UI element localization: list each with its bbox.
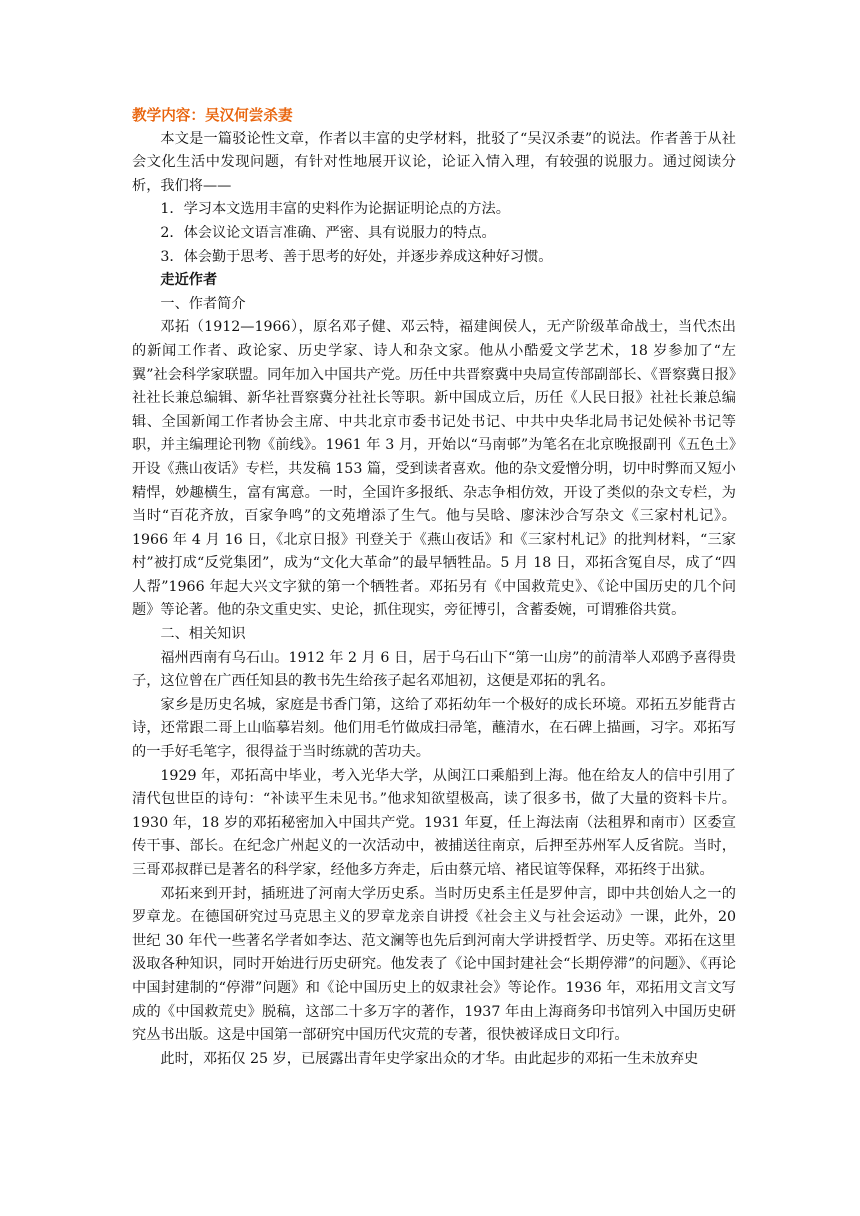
document-page xyxy=(132,104,736,1071)
knowledge-paragraph: 1929 年，邓拓高中毕业，考入光华大学，从闽江口乘船到上海。他在给友人的信中引用了清代包世臣的诗句：“补读平生未见书。”他求知欲望极高，读了很多书，做了大量的资料卡片。1930 年，18 岁的邓拓秘密加入中国共产党。1931 年夏，任上海法南（法租界和南市）区委宣传干事、部长。在纪念广州起义的一次活动中，被捕送往南京，后押至苏州军人反省院。当时，三哥邓叔群已是著名的科学家，经他多方奔走，后由蔡元培、褚民谊等保释，邓拓终于出狱。 xyxy=(132,767,736,878)
objective-item: 2．体会议论文语言准确、严密、具有说服力的特点。 xyxy=(160,224,496,241)
knowledge-paragraph: 此时，邓拓仅 25 岁，已展露出青年史学家出众的才华。由此起步的邓拓一生未放弃史 xyxy=(160,1050,699,1067)
intro-paragraph: 本文是一篇驳论性文章，作者以丰富的史学材料，批驳了“吴汉杀妻”的说法。作者善于从社会文化生活中发现问题，有针对性地展开议论，论证入情入理，有较强的说服力。通过阅读分析，我们将—— xyxy=(132,130,736,194)
objective-item: 1．学习本文选用丰富的史料作为论据证明论点的方法。 xyxy=(160,201,510,218)
subheading-related-knowledge: 二、相关知识 xyxy=(160,626,246,643)
knowledge-paragraph: 邓拓来到开封，插班进了河南大学历史系。当时历史系主任是罗仲言，即中共创始人之一的罗章龙。在德国研究过马克思主义的罗章龙亲自讲授《社会主义与社会运动》一课，此外，20 世纪 30 年代一些著名学者如李达、范文澜等也先后到河南大学讲授哲学、历史等。邓拓在这里汲取各种知识，同时开始进行历史研究。他发表了《论中国封建社会“长期停滞”的问题》、《再论中国封建制的“停滞”问题》和《论中国历史上的奴隶社会》等论作。1936 年，邓拓用文言文写成的《中国救荒史》脱稿，这部二十多万字的著作，1937 年由上海商务印书馆列入中国历史研究丛书出版。这是中国第一部研究中国历代灾荒的专著，很快被译成日文印行。 xyxy=(132,885,736,1044)
knowledge-paragraph: 福州西南有乌石山。1912 年 2 月 6 日，居于乌石山下“第一山房”的前清举人邓鸥予喜得贵子，这位曾在广西任知县的教书先生给孩子起名邓旭初，这便是邓拓的乳名。 xyxy=(132,649,736,690)
section-heading: 走近作者 xyxy=(160,272,218,289)
subheading-author-intro: 一、作者简介 xyxy=(160,295,246,312)
knowledge-paragraph: 家乡是历史名城，家庭是书香门第，这给了邓拓幼年一个极好的成长环境。邓拓五岁能背古诗，还常跟二哥上山临摹岩刻。他们用毛竹做成扫帚笔，蘸清水，在石碑上描画，习字。邓拓写的一手好毛笔字，很得益于当时练就的苦功夫。 xyxy=(132,696,736,761)
bio-paragraph: 邓拓（1912—1966），原名邓子健、邓云特，福建闽侯人，无产阶级革命战士，当代杰出的新闻工作者、政论家、历史学家、诗人和杂文家。他从小酷爱文学艺术，18 岁参加了“左翼”社会科学家联盟。同年加入中国共产党。历任中共晋察冀中央局宣传部副部长、《晋察冀日报》社社长兼总编辑、新华社晋察冀分社社长等职。新中国成立后，历任《人民日报》社社长兼总编辑、全国新闻工作者协会主席、中共北京市委书记处书记、中共中央华北局书记处候补书记等职，并主编理论刊物《前线》。1961 年 3 月，开始以“马南邨”为笔名在北京晚报副刊《五色土》开设《燕山夜话》专栏，共发稿 153 篇，受到读者喜欢。他的杂文爱憎分明，切中时弊而又短小精悍，妙趣横生，富有寓意。一时，全国许多报纸、杂志争相仿效，开设了类似的杂文专栏，为当时“百花齐放，百家争鸣”的文苑增添了生气。他与吴晗、廖沫沙合写杂文《三家村札记》。1966 年 4 月 16 日，《北京日报》刊登关于《燕山夜话》和《三家村札记》的批判材料，“三家村”被打成“反党集团”，成为“文化大革命”的最早牺牲品。5 月 18 日，邓拓含冤自尽，成了“四人帮”1966 年起大兴文字狱的第一个牺牲者。邓拓另有《中国救荒史》、《论中国历史的几个问题》等论著。他的杂文重史实、史论，抓住现实，旁征博引，含蓄委婉，可谓雅俗共赏。 xyxy=(132,319,736,619)
objective-item: 3．体会勤于思考、善于思考的好处，并逐步养成这种好习惯。 xyxy=(160,248,553,265)
lesson-title: 教学内容：吴汉何尝杀妻 xyxy=(132,107,293,124)
